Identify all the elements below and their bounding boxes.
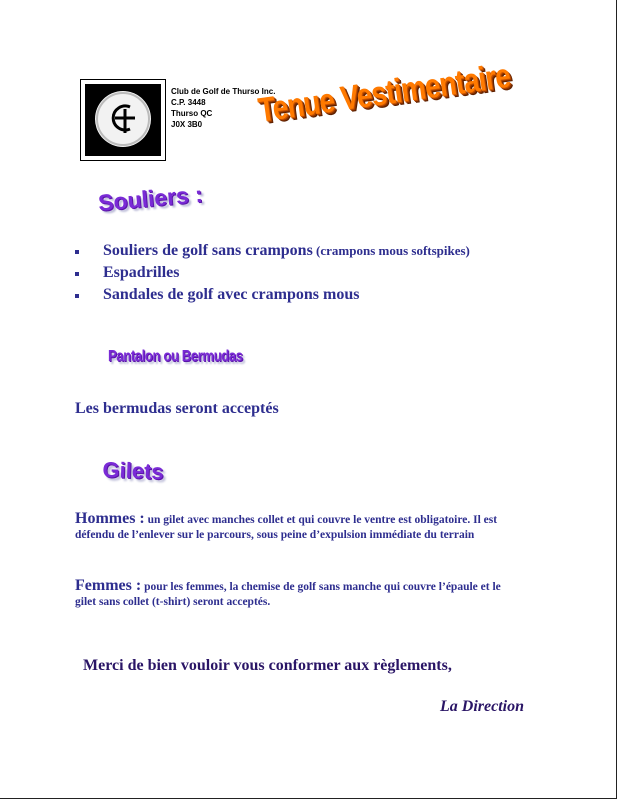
heading-souliers: Souliers : <box>97 180 204 216</box>
address-line: J0X 3B0 <box>171 120 203 129</box>
address-line: Club de Golf de Thurso Inc. <box>171 87 276 96</box>
list-item: Sandales de golf avec crampons mous <box>75 284 470 306</box>
hommes-text: un gilet avec manches collet et qui couvre le ventre est obligatoire. Il est défendu de l’enlever sur le parcours, sous peine d’expulsion immédiate du terrain <box>75 514 498 541</box>
list-item: Espadrilles <box>75 262 470 284</box>
hommes-paragraph <box>75 511 515 543</box>
bullet-icon <box>75 272 79 276</box>
address-line: C.P. 3448 <box>171 98 206 107</box>
femmes-text: pour les femmes, la chemise de golf sans manche qui couvre l’épaule et le gilet sans collet (t-shirt) seront acceptés. <box>75 581 501 608</box>
golf-club-logo-icon <box>95 91 151 147</box>
club-logo <box>80 79 166 161</box>
address-line: Thurso QC <box>171 109 213 118</box>
signature: La Direction <box>440 698 524 715</box>
heading-gilets: Gilets <box>102 457 165 485</box>
femmes-label: Femmes : <box>75 577 142 594</box>
closing-thanks: Merci de bien vouloir vous conformer aux règlements, <box>83 657 452 674</box>
page-title: Tenue Vestimentaire <box>256 56 513 130</box>
bullet-icon <box>75 294 79 298</box>
hommes-label: Hommes : <box>75 510 145 527</box>
bullet-icon <box>75 250 79 254</box>
femmes-paragraph <box>75 578 515 610</box>
shoe-list <box>75 240 470 306</box>
list-item: Souliers de golf sans crampons (crampons mous softspikes) <box>75 240 470 262</box>
bermudas-text: Les bermudas seront acceptés <box>75 400 279 417</box>
heading-pantalon: Pantalon ou Bermudas <box>108 348 243 365</box>
